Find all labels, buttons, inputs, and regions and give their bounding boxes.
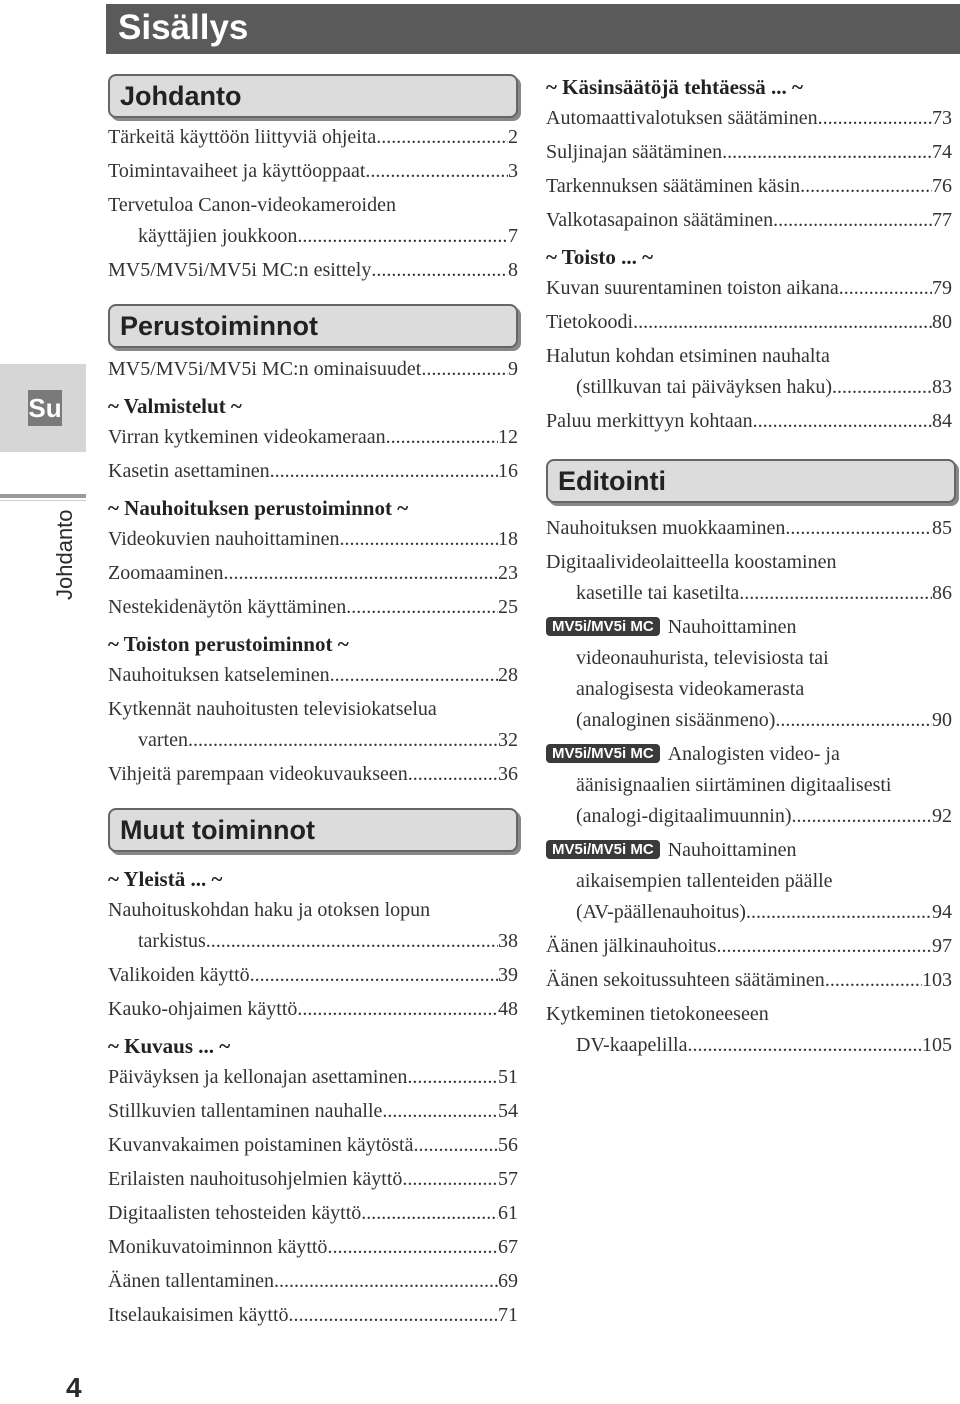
toc-entry[interactable]: Monikuvatoiminnon käyttö ..... 67 <box>108 1232 518 1263</box>
language-code: Su <box>28 390 62 426</box>
subsection-heading: ~ Käsinsäätöjä tehtäessä ... ~ <box>546 75 803 99</box>
toc-entry-line[interactable]: MV5i/MV5i MC Nauhoittaminen <box>546 612 952 643</box>
section-heading-perustoiminnot: Perustoiminnot <box>108 304 518 348</box>
toc-entry[interactable]: Äänen jälkinauhoitus ..... 97 <box>546 931 952 962</box>
toc-left-column <box>108 74 518 1331</box>
section-heading-johdanto: Johdanto <box>108 74 518 118</box>
toc-entry-line[interactable]: Tervetuloa Canon-videokameroiden <box>108 194 396 216</box>
toc-entry-line[interactable]: Kytkeminen tietokoneeseen <box>546 1003 769 1025</box>
section-side-label: Johdanto <box>52 509 77 600</box>
toc-entry[interactable]: (analoginen sisäänmeno) ..... 90 <box>546 705 952 736</box>
model-badge: MV5i/MV5i MC <box>546 617 660 636</box>
toc-entry[interactable]: Äänen tallentaminen ..... 69 <box>108 1266 518 1297</box>
subsection-heading: ~ Yleistä ... ~ <box>108 867 223 891</box>
toc-entry[interactable]: kasetille tai kasetilta ..... 86 <box>546 578 952 609</box>
toc-entry-line[interactable]: Kytkennät nauhoitusten televisiokatselua <box>108 698 437 720</box>
page-number: 4 <box>66 1372 82 1403</box>
toc-entry[interactable]: Nauhoituksen katseleminen ..... 28 <box>108 660 518 691</box>
toc-entry[interactable]: Kasetin asettaminen ..... 16 <box>108 456 518 487</box>
toc-entry[interactable]: Virran kytkeminen videokameraan ..... 12 <box>108 422 518 453</box>
toc-entry[interactable]: Stillkuvien tallentaminen nauhalle ..... 54 <box>108 1096 518 1127</box>
toc-entry[interactable]: Videokuvien nauhoittaminen ..... 18 <box>108 524 518 555</box>
toc-entry[interactable]: varten ..... 32 <box>108 725 518 756</box>
subsection-heading: ~ Kuvaus ... ~ <box>108 1034 231 1058</box>
subsection-heading: ~ Valmistelut ~ <box>108 394 242 418</box>
toc-entry[interactable]: Kuvan suurentaminen toiston aikana ..... 79 <box>546 273 952 304</box>
toc-entry-line[interactable]: Nauhoituskohdan haku ja otoksen lopun <box>108 899 431 921</box>
toc-entry-line[interactable]: videonauhurista, televisiosta tai <box>576 647 829 669</box>
toc-entry[interactable]: MV5/MV5i/MV5i MC:n esittely ..... 8 <box>108 255 518 286</box>
toc-entry[interactable]: Toimintavaiheet ja käyttöoppaat ..... 3 <box>108 156 518 187</box>
toc-entry[interactable]: DV-kaapelilla ..... 105 <box>546 1030 952 1061</box>
subsection-heading: ~ Toiston perustoiminnot ~ <box>108 632 349 656</box>
title-bar <box>106 4 960 54</box>
model-badge: MV5i/MV5i MC <box>546 744 660 763</box>
toc-entry[interactable]: Tärkeitä käyttöön liittyviä ohjeita ..... 2 <box>108 122 518 153</box>
toc-entry[interactable]: (analogi-digitaalimuunnin) ..... 92 <box>546 801 952 832</box>
subsection-heading: ~ Toisto ... ~ <box>546 245 654 269</box>
page-title: Sisällys <box>118 8 249 47</box>
toc-entry[interactable]: Itselaukaisimen käyttö ..... 71 <box>108 1300 518 1331</box>
section-heading-editointi: Editointi <box>546 459 956 503</box>
toc-entry[interactable]: Valikoiden käyttö ..... 39 <box>108 960 518 991</box>
toc-entry-line[interactable]: analogisesta videokamerasta <box>576 678 805 700</box>
toc-entry[interactable]: Digitaalisten tehosteiden käyttö ..... 61 <box>108 1198 518 1229</box>
toc-entry[interactable]: Suljinajan säätäminen ..... 74 <box>546 137 952 168</box>
toc-entry[interactable]: Tietokoodi ..... 80 <box>546 307 952 338</box>
toc-entry[interactable]: Äänen sekoitussuhteen säätäminen ..... 103 <box>546 965 952 996</box>
toc-entry[interactable]: tarkistus ..... 38 <box>108 926 518 957</box>
toc-entry[interactable]: Kauko-ohjaimen käyttö ..... 48 <box>108 994 518 1025</box>
toc-entry-line[interactable]: MV5i/MV5i MC Analogisten video- ja <box>546 739 952 770</box>
toc-entry-line[interactable]: Halutun kohdan etsiminen nauhalta <box>546 345 830 367</box>
toc-entry[interactable]: Zoomaaminen ..... 23 <box>108 558 518 589</box>
section-heading-muut-toiminnot: Muut toiminnot <box>108 808 518 852</box>
toc-entry-line[interactable]: äänisignaalien siirtäminen digitaalisesti <box>576 774 892 796</box>
side-divider-thin <box>0 500 86 501</box>
toc-entry-line[interactable]: Digitaalivideolaitteella koostaminen <box>546 551 837 573</box>
model-badge: MV5i/MV5i MC <box>546 840 660 859</box>
subsection-heading: ~ Nauhoituksen perustoiminnot ~ <box>108 496 409 520</box>
toc-entry[interactable]: MV5/MV5i/MV5i MC:n ominaisuudet ..... 9 <box>108 354 518 385</box>
toc-entry[interactable]: käyttäjien joukkoon ..... 7 <box>108 221 518 252</box>
toc-entry[interactable]: Tarkennuksen säätäminen käsin ..... 76 <box>546 171 952 202</box>
toc-entry[interactable]: Paluu merkittyyn kohtaan ..... 84 <box>546 406 952 437</box>
toc-entry[interactable]: (AV-päällenauhoitus) ..... 94 <box>546 897 952 928</box>
toc-entry[interactable]: Erilaisten nauhoitusohjelmien käyttö ..... 57 <box>108 1164 518 1195</box>
toc-entry[interactable]: Vihjeitä parempaan videokuvaukseen ..... 36 <box>108 759 518 790</box>
toc-entry[interactable]: Nestekidenäytön käyttäminen ..... 25 <box>108 592 518 623</box>
toc-entry-line[interactable]: aikaisempien tallenteiden päälle <box>576 870 833 892</box>
toc-entry-line[interactable]: MV5i/MV5i MC Nauhoittaminen <box>546 835 952 866</box>
toc-entry[interactable]: Automaattivalotuksen säätäminen ..... 73 <box>546 103 952 134</box>
toc-entry[interactable]: (stillkuvan tai päiväyksen haku) ..... 83 <box>546 372 952 403</box>
toc-entry[interactable]: Nauhoituksen muokkaaminen ..... 85 <box>546 513 952 544</box>
toc-entry[interactable]: Kuvanvakaimen poistaminen käytöstä ..... 56 <box>108 1130 518 1161</box>
toc-right-column <box>546 72 952 1061</box>
toc-entry[interactable]: Valkotasapainon säätäminen ..... 77 <box>546 205 952 236</box>
side-divider <box>0 494 86 498</box>
toc-entry[interactable]: Päiväyksen ja kellonajan asettaminen ..... 51 <box>108 1062 518 1093</box>
language-tab <box>0 364 86 452</box>
